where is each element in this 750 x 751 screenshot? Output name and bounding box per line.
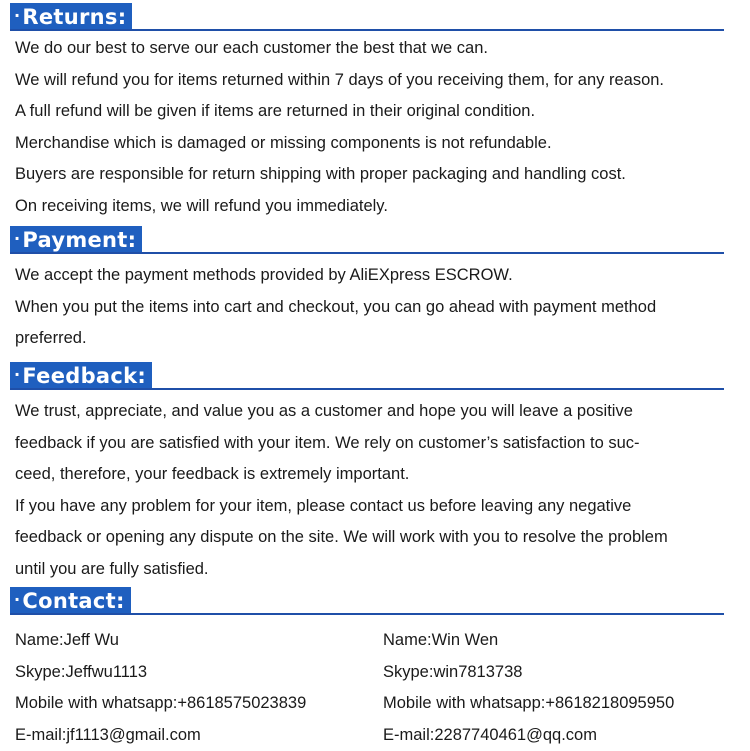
contact-name: Name:Jeff Wu — [15, 631, 119, 649]
payment-line: preferred. — [15, 329, 87, 347]
returns-line: We do our best to serve our each customer the best that we can. — [15, 39, 488, 57]
contact-title-tab — [10, 587, 131, 613]
returns-title-tab — [10, 3, 132, 29]
feedback-header — [10, 362, 724, 390]
bullet-dot-icon: · — [14, 229, 21, 248]
returns-header — [10, 3, 724, 31]
returns-line: Buyers are responsible for return shipping with proper packaging and handling cost. — [15, 165, 626, 183]
contact-card-jeff — [15, 625, 306, 751]
contact-mobile: Mobile with whatsapp:+8618575023839 — [15, 694, 307, 713]
contact-header — [10, 587, 724, 615]
contact-mobile: Mobile with whatsapp:+8618218095950 — [383, 694, 675, 713]
bullet-dot-icon: · — [14, 590, 21, 609]
feedback-line: feedback or opening any dispute on the site. We will work with you to resolve the problem — [15, 528, 668, 546]
contact-skype: Skype:win7813738 — [383, 662, 523, 681]
returns-title: Returns: — [22, 5, 127, 29]
payment-header — [10, 226, 724, 254]
feedback-title-tab — [10, 362, 152, 388]
payment-text — [15, 260, 740, 355]
returns-line: A full refund will be given if items are returned in their original condition. — [15, 102, 536, 120]
contact-name: Name:Win Wen — [383, 631, 499, 649]
feedback-title: Feedback: — [22, 364, 147, 388]
feedback-text — [15, 396, 740, 585]
payment-title-tab — [10, 226, 142, 252]
payment-line: When you put the items into cart and checkout, you can go ahead with payment method — [15, 297, 657, 316]
bullet-dot-icon: · — [14, 6, 21, 25]
feedback-line: If you have any problem for your item, please contact us before leaving any negative — [15, 496, 632, 515]
bullet-dot-icon: · — [14, 365, 21, 384]
feedback-line: until you are fully satisfied. — [15, 559, 209, 578]
contact-title: Contact: — [22, 589, 125, 613]
feedback-line: ceed, therefore, your feedback is extremely important. — [15, 465, 410, 483]
contact-card-win — [383, 625, 674, 751]
contact-email: E-mail:2287740461@qq.com — [383, 725, 597, 744]
returns-line: On receiving items, we will refund you immediately. — [15, 196, 388, 215]
returns-line: Merchandise which is damaged or missing components is not refundable. — [15, 133, 552, 152]
feedback-line: feedback if you are satisfied with your item. We rely on customer’s satisfaction to suc- — [15, 433, 640, 452]
feedback-line: We trust, appreciate, and value you as a customer and hope you will leave a positive — [15, 402, 633, 420]
returns-line: We will refund you for items returned within 7 days of you receiving them, for any reason. — [15, 70, 665, 89]
payment-title: Payment: — [22, 228, 137, 252]
returns-text — [15, 33, 740, 222]
payment-line: We accept the payment methods provided by AliEXpress ESCROW. — [15, 266, 513, 284]
contact-skype: Skype:Jeffwu1113 — [15, 662, 148, 681]
contact-email: E-mail:jf1113@gmail.com — [15, 725, 201, 744]
